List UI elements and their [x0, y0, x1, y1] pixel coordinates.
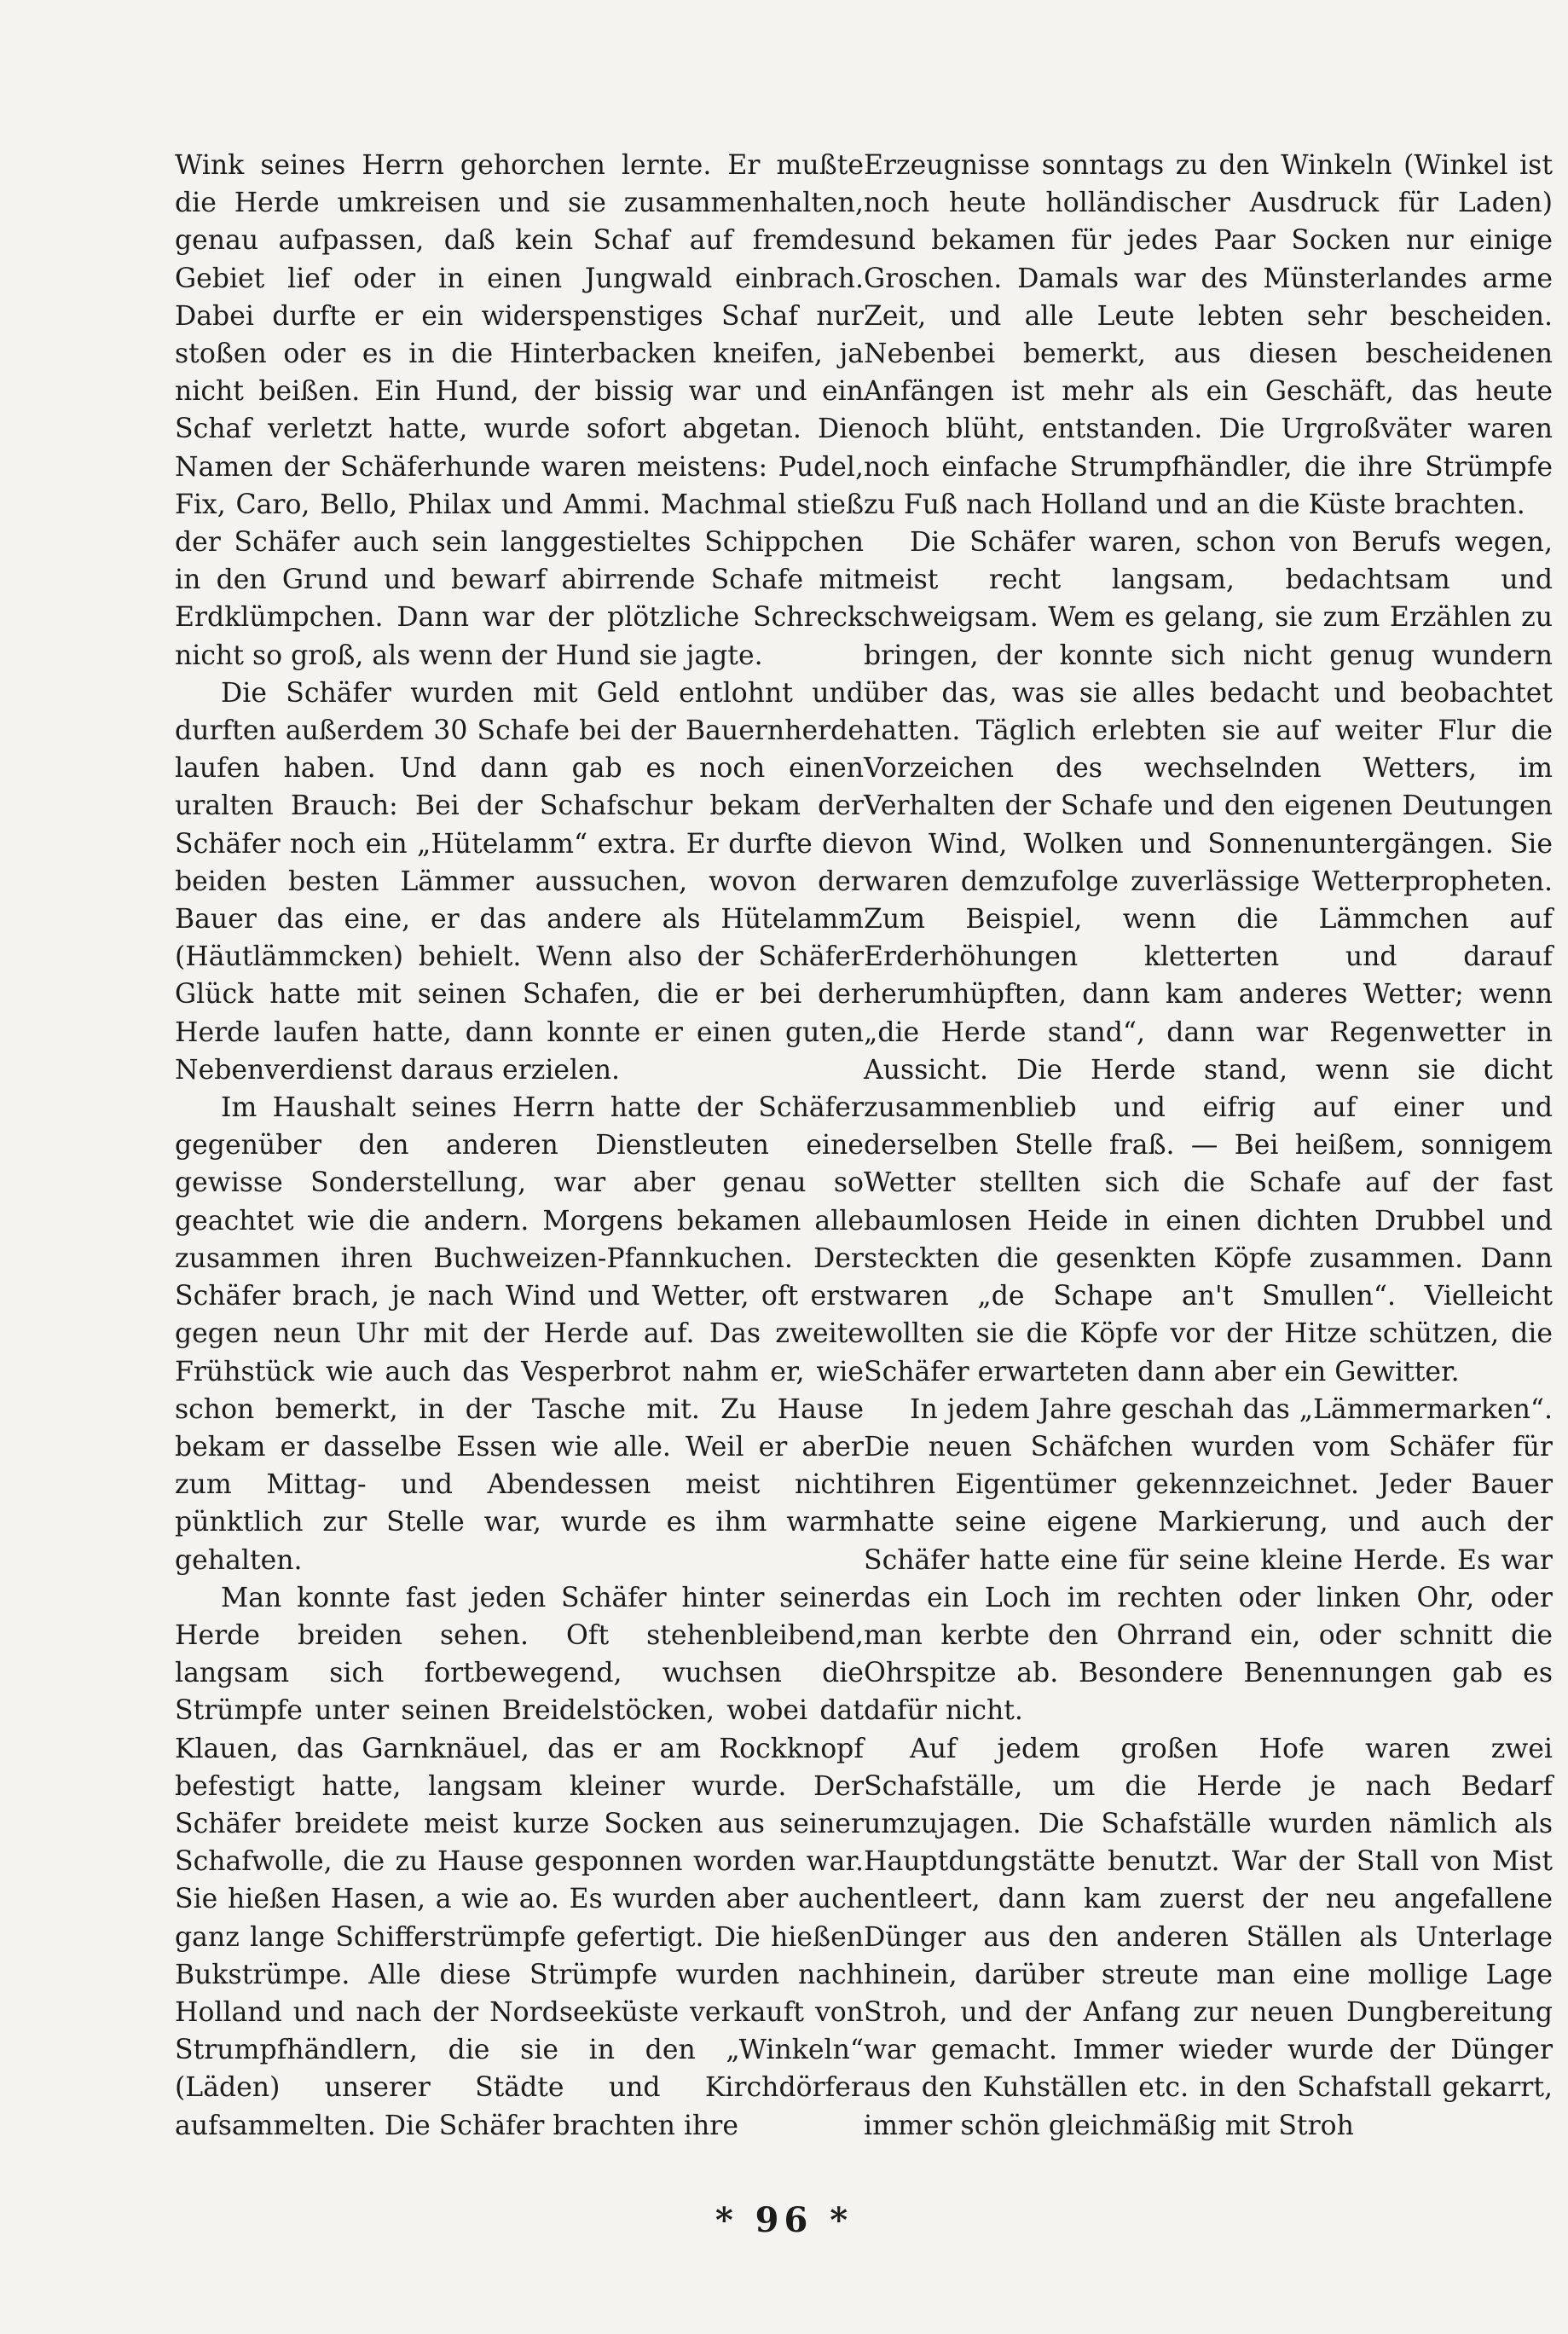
page-number: * 96 * [715, 2200, 853, 2240]
paragraph: Die Schäfer wurden mit Geld entlohnt und durften außerdem 30 Schafe bei der Bauernherde laufen haben. Und dann gab es noch einen uralten Brauch: Bei der Schafschur bekam der Schäfer noch ein „Hütelamm“ extra. Er durfte die beiden besten Lämmer aussuchen, wovon der Bauer das eine, er das andere als Hütelamm (Häutlämmcken) behielt. Wenn also der Schäfer Glück hatte mit seinen Schafen, die er bei der Herde laufen hatte, dann konnte er einen guten Nebenverdienst daraus erzielen. [175, 677, 864, 1086]
left-column [175, 147, 864, 2145]
paragraph: Wink seines Herrn gehorchen lernte. Er mußte die Herde umkreisen und sie zusammenhalten, genau aufpassen, daß kein Schaf auf fremdes Gebiet lief oder in einen Jungwald einbrach. Dabei durfte er ein widerspenstiges Schaf nur stoßen oder es in die Hinterbacken kneifen, ja nicht beißen. Ein Hund, der bissig war und ein Schaf verletzt hatte, wurde sofort abgetan. Die Namen der Schäferhunde waren meistens: Pudel, Fix, Caro, Bello, Philax und Ammi. Machmal stieß der Schäfer auch sein langgestieltes Schippchen in den Grund und bewarf abirrende Schafe mit Erdklümpchen. Dann war der plötzliche Schreck nicht so groß, als wenn der Hund sie jagte. [175, 150, 864, 671]
paragraph: Man konnte fast jeden Schäfer hinter seiner Herde breiden sehen. Oft stehenbleibend, langsam sich fortbewegend, wuchsen die Strümpfe unter seinen Breidelstöcken, wobei dat Klauen, das Garnknäuel, das er am Rockknopf befestigt hatte, langsam kleiner wurde. Der Schäfer breidete meist kurze Socken aus seiner Schafwolle, die zu Hause gesponnen worden war. Sie hießen Hasen, a wie ao. Es wurden aber auch ganz lange Schifferstrümpfe gefertigt. Die hießen Bukstrümpe. Alle diese Strümpfe wurden nach Holland und nach der Nordseeküste verkauft von Strumpfhändlern, die sie in den „Winkeln“ (Läden) unserer Städte und Kirchdörfer aufsammelten. Die Schäfer brachten ihre [175, 1582, 864, 2141]
paragraph: In jedem Jahre geschah das „Lämmermarken“. Die neuen Schäfchen wurden vom Schäfer für ihren Eigentümer gekennzeichnet. Jeder Bauer hatte seine eigene Markierung, und auch der Schäfer hatte eine für seine kleine Herde. Es war das ein Loch im rechten oder linken Ohr, oder man kerbte den Ohrrand ein, oder schnitt die Ohrspitze ab. Besondere Benennungen gab es dafür nicht. [864, 1393, 1553, 1727]
right-column [864, 147, 1553, 2145]
paragraph: Die Schäfer waren, schon von Berufs wegen, meist recht langsam, bedachtsam und schweigsam. Wem es gelang, sie zum Erzählen zu bringen, der konnte sich nicht genug wundern über das, was sie alles bedacht und beobachtet hatten. Täglich erlebten sie auf weiter Flur die Vorzeichen des wechselnden Wetters, im Verhalten der Schafe und den eigenen Deutungen von Wind, Wolken und Sonnenuntergängen. Sie waren demzufolge zuverlässige Wetterpropheten. Zum Beispiel, wenn die Lämmchen auf Erderhöhungen kletterten und darauf herumhüpften, dann kam anderes Wetter; wenn „die Herde stand“, dann war Regenwetter in Aussicht. Die Herde stand, wenn sie dicht zusammenblieb und eifrig auf einer und derselben Stelle fraß. — Bei heißem, sonnigem Wetter stellten sich die Schafe auf der fast baumlosen Heide in einen dichten Drubbel und steckten die gesenkten Köpfe zusammen. Dann waren „de Schape an't Smullen“. Vielleicht wollten sie die Köpfe vor der Hitze schützen, die Schäfer erwarteten dann aber ein Gewitter. [864, 527, 1553, 1387]
paragraph: Auf jedem großen Hofe waren zwei Schafställe, um die Herde je nach Bedarf umzujagen. Die Schafställe wurden nämlich als Hauptdungstätte benutzt. War der Stall von Mist entleert, dann kam zuerst der neu angefallene Dünger aus den anderen Ställen als Unterlage hinein, darüber streute man eine mollige Lage Stroh, und der Anfang zur neuen Dungbereitung war gemacht. Immer wieder wurde der Dünger aus den Kuhställen etc. in den Schafstall gekarrt, immer schön gleichmäßig mit Stroh [864, 1733, 1553, 2141]
paragraph: Erzeugnisse sonntags zu den Winkeln (Winkel ist noch heute holländischer Ausdruck für Laden) und bekamen für jedes Paar Socken nur einige Groschen. Damals war des Münsterlandes arme Zeit, und alle Leute lebten sehr bescheiden. Nebenbei bemerkt, aus diesen bescheidenen Anfängen ist mehr als ein Geschäft, das heute noch blüht, entstanden. Die Urgroßväter waren noch einfache Strumpfhändler, die ihre Strümpfe zu Fuß nach Holland und an die Küste brachten. [864, 150, 1553, 520]
paragraph: Im Haushalt seines Herrn hatte der Schäfer gegenüber den anderen Dienstleuten eine gewisse Sonderstellung, war aber genau so geachtet wie die andern. Morgens bekamen alle zusammen ihren Buchweizen-Pfannkuchen. Der Schäfer brach, je nach Wind und Wetter, oft erst gegen neun Uhr mit der Herde auf. Das zweite Frühstück wie auch das Vesperbrot nahm er, wie schon bemerkt, in der Tasche mit. Zu Hause bekam er dasselbe Essen wie alle. Weil er aber zum Mittag- und Abendessen meist nicht pünktlich zur Stelle war, wurde es ihm warm gehalten. [175, 1092, 864, 1576]
